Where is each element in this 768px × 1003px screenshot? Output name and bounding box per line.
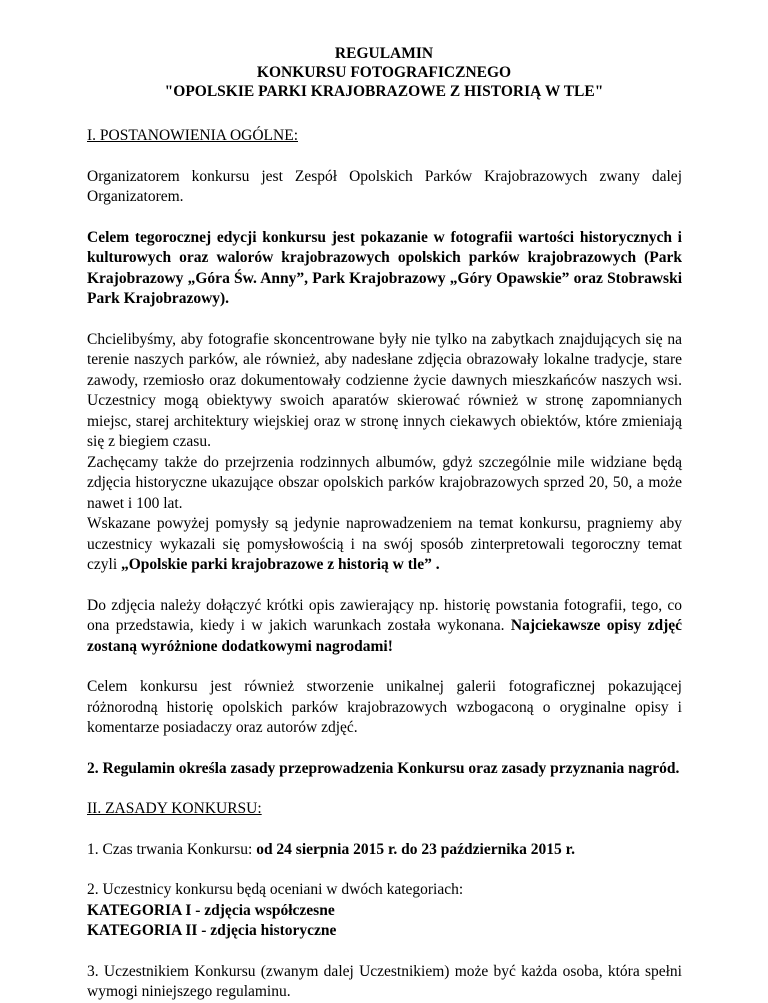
description-award-note: Najciekawsze opisy zdjęć zostaną wyróżnione dodatkowymi nagrodami! (87, 617, 683, 655)
document-body (87, 126, 682, 1003)
wish-paragraph-1: Chcielibyśmy, aby fotografie skoncentrowane były nie tylko na zabytkach znajdujących się na terenie naszych parków, ale również, aby nadesłane zdjęcia obrazowały lokalne tradycje, stare zawody, rzemiosło oraz dokumentowały codzienne życie dawnych mieszkańców naszych wsi. Uczestnicy mogą obiektywy swoich aparatów skierować również w stronę zapomnianych miejsc, starej architektury wiejskiej oraz w stronę innych ciekawych obiektów, które zmieniają się z biegiem czasu. (87, 330, 682, 450)
wish-paragraph-3 (87, 514, 682, 576)
title-line-3: "OPOLSKIE PARKI KRAJOBRAZOWE Z HISTORIĄ W TLE" (164, 83, 604, 100)
category-1: KATEGORIA I - zdjęcia współczesne (87, 901, 335, 919)
description-paragraph (87, 596, 682, 658)
title-line-1: REGULAMIN (334, 45, 434, 62)
wish-paragraph-3-text: Wskazane powyżej pomysły są jedynie naprowadzeniem na temat konkursu, pragniemy aby uczestnicy wykazali się pomysłowością i na swój sposób zinterpretowali tegoroczny temat czyli (87, 515, 682, 573)
duration-label: 1. Czas trwania Konkursu: (87, 840, 257, 858)
document-title (0, 44, 768, 101)
category-2: KATEGORIA II - zdjęcia historyczne (87, 922, 337, 939)
organizer-paragraph: Organizatorem konkursu jest Zespół Opolskich Parków Krajobrazowych zwany dalej Organizatorem. (87, 167, 682, 205)
duration-value: od 24 sierpnia 2015 r. do 23 października 2015 r. (256, 840, 575, 858)
rules-note: 2. Regulamin określa zasady przeprowadzenia Konkursu oraz zasady przyznania nagród. (87, 759, 680, 777)
contest-theme: „Opolskie parki krajobrazowe z historią w tle” . (121, 556, 440, 573)
wish-paragraph-2: Zachęcamy także do przejrzenia rodzinnych albumów, gdyż szczególnie mile widziane będą zdjęcia historyczne ukazujące obszar opolskich parków krajobrazowych sprzed 20, 50, a może nawet i 100 lat. (87, 453, 682, 512)
participant-item: 3. Uczestnikiem Konkursu (zwanym dalej Uczestnikiem) może być każda osoba, która spełni wymogi niniejszego regulaminu. (87, 962, 682, 1000)
categories-intro: 2. Uczestnicy konkursu będą oceniani w dwóch kategoriach: (87, 881, 464, 898)
description-text: Do zdjęcia należy dołączyć krótki opis zawierający np. historię powstania fotografii, tego, co ona przedstawia, kiedy i w jakich warunkach została wykonana. (87, 596, 682, 634)
section-1-heading: I. POSTANOWIENIA OGÓLNE: (87, 127, 298, 144)
duration-item (87, 840, 682, 861)
section-2-heading: II. ZASADY KONKURSU: (87, 800, 262, 817)
goal-paragraph: Celem tegorocznej edycji konkursu jest pokazanie w fotografii wartości historycznych i kulturowych oraz walorów krajobrazowych opolskich parków krajobrazowych (Park Krajobrazowy „Góra Św. Anny”, Park Krajobrazowy „Góry Opawskie” oraz Stobrawski Park Krajobrazowy). (87, 228, 682, 307)
gallery-paragraph: Celem konkursu jest również stworzenie unikalnej galerii fotograficznej pokazującej różnorodną historię opolskich parków krajobrazowych wzbogaconą o oryginalne opisy i komentarze posiadaczy oraz autorów zdjęć. (87, 678, 682, 736)
title-line-2: KONKURSU FOTOGRAFICZNEGO (256, 64, 512, 81)
